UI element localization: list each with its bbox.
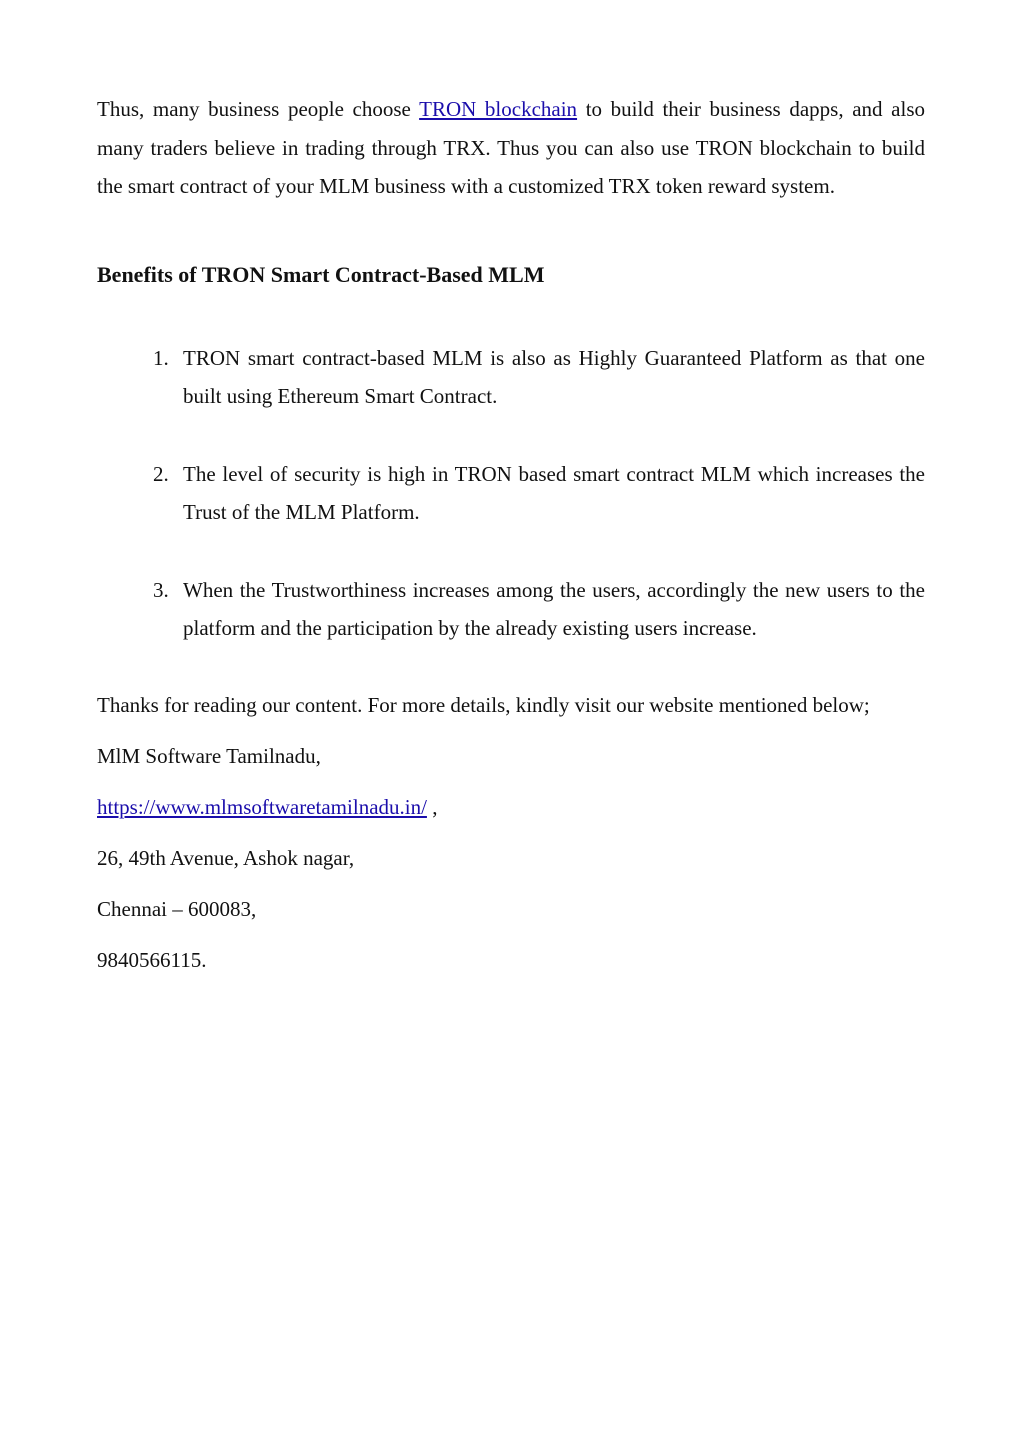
list-item bbox=[97, 339, 925, 416]
list-item-text: When the Trustworthiness increases among the users, accordingly the new users to the platform and the participation by the already existing users increase. bbox=[183, 577, 925, 640]
list-item bbox=[97, 455, 925, 532]
list-item-number: 3. bbox=[153, 577, 169, 602]
benefits-heading: Benefits of TRON Smart Contract-Based MLM bbox=[97, 261, 545, 287]
list-item-number: 1. bbox=[153, 345, 169, 370]
website-suffix: , bbox=[426, 794, 438, 819]
intro-paragraph bbox=[97, 90, 925, 206]
list-item-text: TRON smart contract-based MLM is also as Highly Guaranteed Platform as that one built using Ethereum Smart Contract. bbox=[183, 345, 925, 408]
city-line: Chennai – 600083, bbox=[97, 896, 257, 921]
intro-text-after-link: to build their business dapps, and also many traders believe in trading through TRX. Thus you can also use TRON blockchain to build the smart contract of your MLM business with a customized TRX token reward system. bbox=[97, 97, 925, 198]
list-item bbox=[97, 571, 925, 648]
thanks-text: Thanks for reading our content. For more details, kindly visit our website mentioned below; bbox=[97, 692, 870, 717]
tron-blockchain-link[interactable]: TRON blockchain bbox=[419, 97, 578, 121]
list-item-text: The level of security is high in TRON based smart contract MLM which increases the Trust of the MLM Platform. bbox=[183, 461, 925, 524]
list-item-number: 2. bbox=[153, 461, 169, 486]
phone-number: 9840566115. bbox=[97, 947, 207, 972]
document-page bbox=[97, 90, 925, 975]
company-name: MlM Software Tamilnadu, bbox=[97, 743, 321, 768]
address-line: 26, 49th Avenue, Ashok nagar, bbox=[97, 845, 355, 870]
website-line bbox=[97, 792, 925, 822]
intro-text-before-link: Thus, many business people choose bbox=[97, 97, 420, 121]
website-link[interactable]: https://www.mlmsoftwaretamilnadu.in/ bbox=[97, 794, 427, 819]
benefits-list bbox=[97, 339, 925, 648]
